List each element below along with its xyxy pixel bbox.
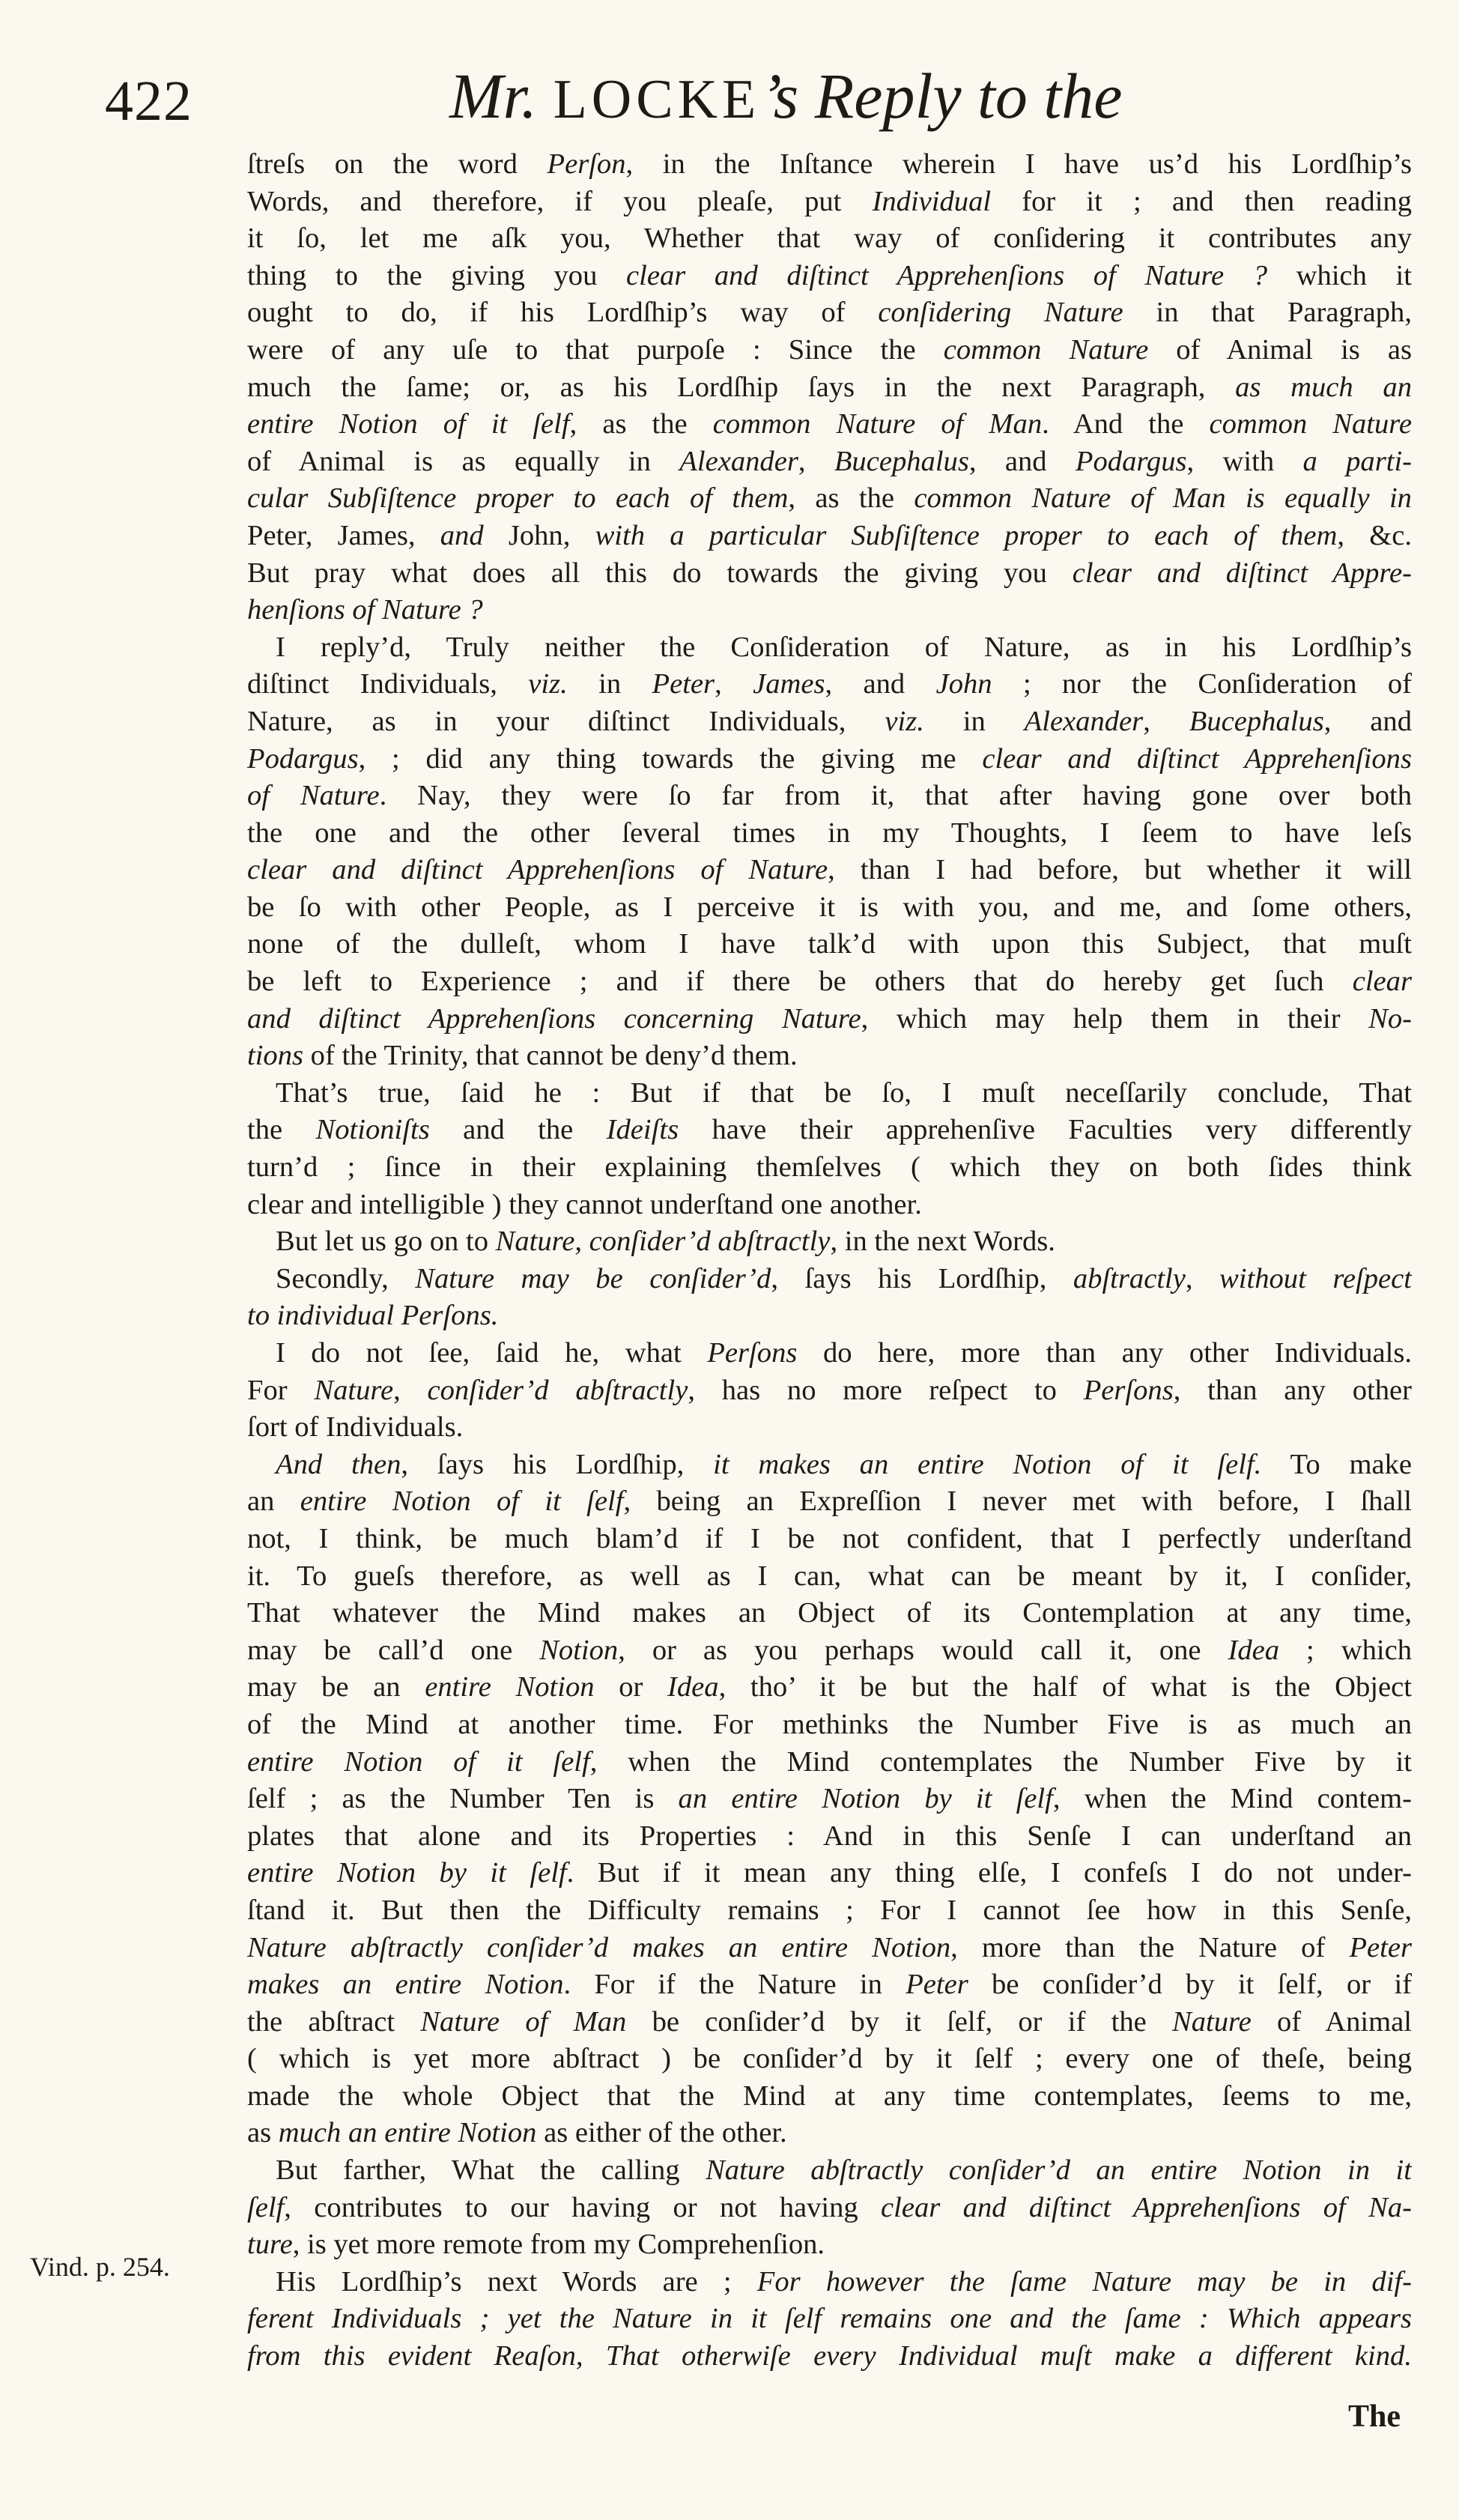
text-line: be left to Experience ; and if there be others that do hereby get ſuch clear	[247, 966, 1412, 998]
text-line: were of any uſe to that purpoſe : Since the common Nature of Animal is as	[247, 333, 1412, 366]
text-line: much the ſame; or, as his Lordſhip ſays in the next Paragraph, as much an	[247, 371, 1412, 403]
running-title-suffix: ’s Reply to the	[760, 60, 1123, 132]
text-line: But pray what does all this do towards the giving you clear and diſtinct Appre-	[247, 557, 1412, 589]
text-line: Peter, James, and John, with a particular Subſiſtence proper to each of them, &c.	[247, 519, 1412, 551]
text-line: Podargus, ; did any thing towards the giving me clear and diſtinct Apprehenſions	[247, 742, 1412, 775]
text-line: That whatever the Mind makes an Object of its Contemplation at any time,	[247, 1597, 1412, 1629]
text-line: tions of the Trinity, that cannot be deny’d them.	[247, 1040, 798, 1072]
text-line: of Animal is as equally in Alexander, Bucephalus, and Podargus, with a parti-	[247, 445, 1412, 477]
text-line: entire Notion of it ſelf, as the common Nature of Man. And the common Nature	[247, 408, 1412, 440]
text-line: Words, and therefore, if you pleaſe, put Individual for it ; and then reading	[247, 185, 1412, 217]
text-line: ſtreſs on the word Perſon, in the Inſtance wherein I have us’d his Lordſhip’s	[247, 148, 1412, 180]
text-line: I do not ſee, ſaid he, what Perſons do here, more than any other Individuals.	[276, 1337, 1412, 1369]
text-line: But let us go on to Nature, conſider’d abſtractly, in the next Words.	[276, 1226, 1055, 1258]
text-line: ( which is yet more abſtract ) be conſider’d by it ſelf ; every one of theſe, being	[247, 2043, 1412, 2075]
text-line: as much an entire Notion as either of the other.	[247, 2117, 787, 2149]
text-line: ſelf ; as the Number Ten is an entire Notion by it ſelf, when the Mind contem-	[247, 1783, 1412, 1815]
text-line: ſtand it. But then the Difficulty remains ; For I cannot ſee how in this Senſe,	[247, 1894, 1412, 1926]
text-line: the Notioniſts and the Ideiſts have their apprehenſive Faculties very differently	[247, 1114, 1412, 1146]
text-line: ture, is yet more remote from my Comprehenſion.	[247, 2229, 825, 2261]
text-line: from this evident Reaſon, That otherwiſe every Individual muſt make a different kind.	[247, 2340, 1412, 2372]
text-line: For Nature, conſider’d abſtractly, has no more reſpect to Perſons, than any other	[247, 1374, 1412, 1406]
text-line: it ſo, let me aſk you, Whether that way of conſidering it contributes any	[247, 222, 1412, 255]
text-line: diſtinct Individuals, viz. in Peter, James, and John ; nor the Conſideration of	[247, 668, 1412, 700]
text-line: of Nature. Nay, they were ſo far from it, that after having gone over both	[247, 780, 1412, 812]
text-line: entire Notion of it ſelf, when the Mind contemplates the Number Five by it	[247, 1745, 1412, 1778]
text-block	[247, 146, 1412, 2375]
text-line: henſions of Nature ?	[247, 594, 483, 626]
margin-note: Vind. p. 254.	[30, 2252, 170, 2282]
text-line: made the whole Object that the Mind at any time contemplates, ſeems to me,	[247, 2080, 1412, 2112]
text-line: And then, ſays his Lordſhip, it makes an entire Notion of it ſelf. To make	[276, 1448, 1412, 1480]
catchword: The	[1348, 2399, 1401, 2434]
text-line: clear and intelligible ) they cannot underſtand one another.	[247, 1188, 922, 1220]
text-line: But farther, What the calling Nature abſtractly conſider’d an entire Notion in it	[276, 2154, 1412, 2187]
text-line: makes an entire Notion. For if the Nature in Peter be conſider’d by it ſelf, or if	[247, 1969, 1412, 2001]
text-line: clear and diſtinct Apprehenſions of Nature, than I had before, but whether it will	[247, 854, 1412, 886]
text-line: may be an entire Notion or Idea, tho’ it be but the half of what is the Object	[247, 1671, 1412, 1703]
text-line: His Lordſhip’s next Words are ; For however the ſame Nature may be in dif-	[276, 2265, 1412, 2298]
text-line: and diſtinct Apprehenſions concerning Nature, which may help them in their No-	[247, 1002, 1412, 1035]
text-line: Nature abſtractly conſider’d makes an entire Notion, more than the Nature of Peter	[247, 1931, 1412, 1963]
text-line: the abſtract Nature of Man be conſider’d by it ſelf, or if the Nature of Animal	[247, 2005, 1412, 2038]
text-line: entire Notion by it ſelf. But if it mean any thing elſe, I confeſs I do not under-	[247, 1857, 1412, 1889]
text-line: plates that alone and its Properties : And in this Senſe I can underſtand an	[247, 1820, 1412, 1852]
text-line: turn’d ; ſince in their explaining themſelves ( which they on both ſides think	[247, 1151, 1412, 1184]
text-line: Nature, as in your diſtinct Individuals, viz. in Alexander, Bucephalus, and	[247, 705, 1412, 737]
text-line: ought to do, if his Lordſhip’s way of conſidering Nature in that Paragraph,	[247, 297, 1412, 329]
text-line: of the Mind at another time. For methinks the Number Five is as much an	[247, 1708, 1412, 1740]
running-title	[449, 58, 1122, 133]
text-line: cular Subſiſtence proper to each of them, as the common Nature of Man is equally in	[247, 482, 1412, 515]
text-line: I reply’d, Truly neither the Conſideration of Nature, as in his Lordſhip’s	[276, 631, 1412, 663]
text-line: be ſo with other People, as I perceive it is with you, and me, and ſome others,	[247, 891, 1412, 923]
running-title-author: LOCKE	[553, 69, 761, 130]
text-line: ſort of Individuals.	[247, 1411, 464, 1444]
text-line: the one and the other ſeveral times in my Thoughts, I ſeem to have leſs	[247, 817, 1412, 849]
text-line: That’s true, ſaid he : But if that be ſo, I muſt neceſſarily conclude, That	[276, 1076, 1412, 1109]
text-line: may be call’d one Notion, or as you perhaps would call it, one Idea ; which	[247, 1634, 1412, 1666]
text-line: none of the dulleſt, whom I have talk’d with upon this Subject, that muſt	[247, 928, 1412, 960]
text-line: an entire Notion of it ſelf, being an Expreſſion I never met with before, I ſhall	[247, 1485, 1412, 1518]
text-line: thing to the giving you clear and diſtinct Apprehenſions of Nature ? which it	[247, 259, 1412, 291]
text-line: Secondly, Nature may be conſider’d, ſays his Lordſhip, abſtractly, without reſpect	[276, 1262, 1412, 1294]
page-number: 422	[105, 70, 192, 133]
text-line: not, I think, be much blam’d if I be not confident, that I perfectly underſtand	[247, 1522, 1412, 1554]
text-line: ſelf, contributes to our having or not having clear and diſtinct Apprehenſions of Na-	[247, 2191, 1412, 2223]
text-line: ferent Individuals ; yet the Nature in it ſelf remains one and the ſame : Which appears	[247, 2303, 1412, 2335]
text-line: it. To gueſs therefore, as well as I can, what can be meant by it, I conſider,	[247, 1560, 1412, 1592]
running-title-prefix: Mr.	[449, 60, 553, 132]
text-line: to individual Perſons.	[247, 1300, 499, 1332]
